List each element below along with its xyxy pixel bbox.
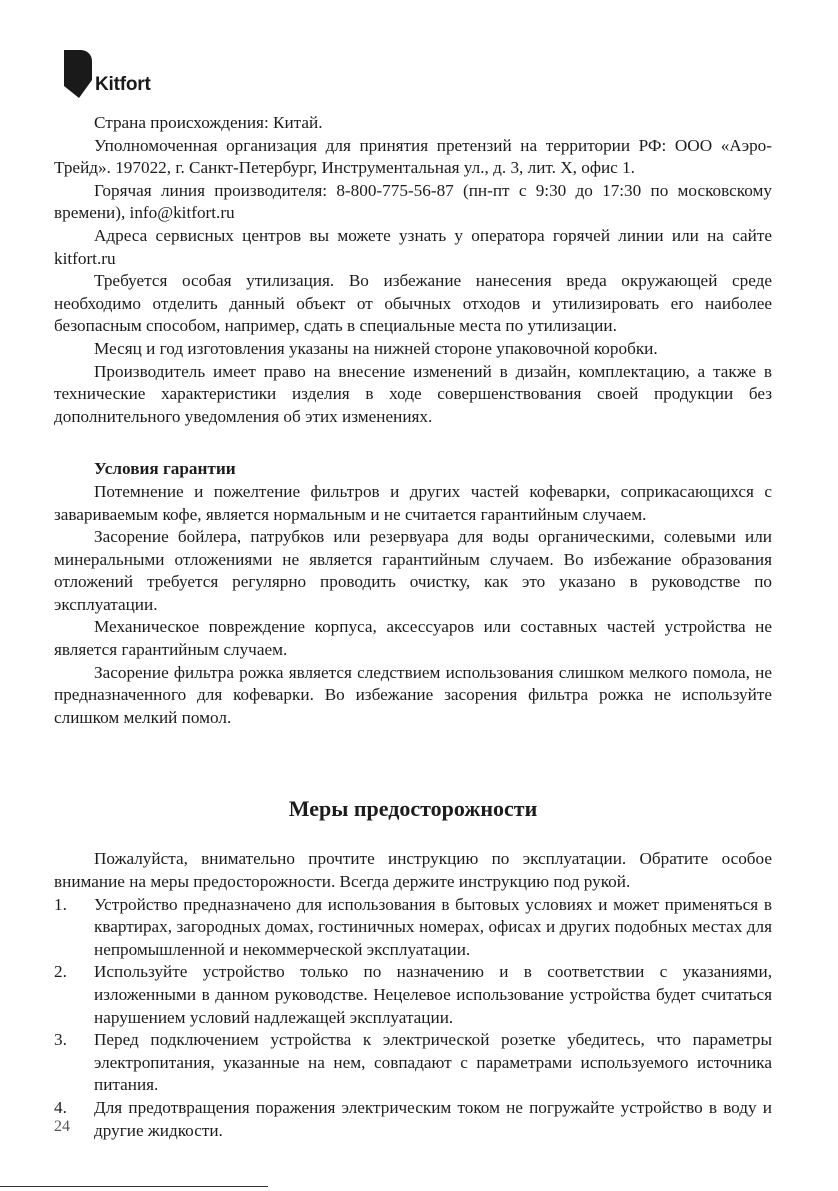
manufacture-date-paragraph: Месяц и год изготовления указаны на нижней стороне упаковочной коробки. xyxy=(94,338,658,358)
precaution-item xyxy=(54,1097,772,1142)
authorized-organization-paragraph: Уполномоченная организация для принятия претензий на территории РФ: ООО «Аэро-Трейд». 197022, г. Санкт-Петербург, Инструментальная ул., д. 3, лит. Х, офис 1. xyxy=(54,135,772,178)
precautions-intro: Пожалуйста, внимательно прочтите инструкцию по эксплуатации. Обратите особое внимание на меры предосторожности. Всегда держите инструкцию под рукой. xyxy=(54,849,772,892)
precaution-item xyxy=(54,961,772,1029)
warranty-paragraph: Механическое повреждение корпуса, аксессуаров или составных частей устройства не является гарантийным случаем. xyxy=(54,617,772,660)
precautions-list xyxy=(54,894,772,1143)
precaution-number: 4. xyxy=(54,1097,67,1117)
precaution-number: 1. xyxy=(54,894,67,914)
hotline-paragraph: Горячая линия производителя: 8-800-775-56-87 (пн-пт с 9:30 до 17:30 по московскому времени), info@kitfort.ru xyxy=(54,180,772,223)
footer-divider xyxy=(0,1186,268,1187)
page-number: 24 xyxy=(54,1118,70,1135)
precaution-text: Перед подключением устройства к электрической розетке убедитесь, что параметры электропитания, указанные на нем, совпадают с параметрами используемого источника питания. xyxy=(94,1030,772,1095)
warranty-paragraph: Засорение фильтра рожка является следствием использования слишком мелкого помола, не предназначенного для кофеварки. Во избежание засорения фильтра рожка не используйте слишком мелкий помол. xyxy=(54,662,772,727)
warranty-heading: Условия гарантии xyxy=(94,459,236,479)
disposal-paragraph: Требуется особая утилизация. Во избежание нанесения вреда окружающей среде необходимо отделить данный объект от обычных отходов и утилизировать его наиболее безопасным способом, например, сдать в специальные места по утилизации. xyxy=(54,271,772,336)
precaution-item xyxy=(54,894,772,962)
warranty-paragraph: Засорение бойлера, патрубков или резервуара для воды органическими, солевыми или минеральными отложениями не является гарантийным случаем. Во избежание образования отложений требуется регулярно проводить очистку, как это указано в руководстве по эксплуатации. xyxy=(54,527,772,614)
precaution-text: Используйте устройство только по назначению и в соответствии с указаниями, изложенными в данном руководстве. Нецелевое использование устройства будет считаться нарушением условий надлежащей эксплуатации. xyxy=(94,962,772,1027)
precaution-item xyxy=(54,1029,772,1097)
design-changes-paragraph: Производитель имеет право на внесение изменений в дизайн, комплектацию, а также в технические характеристики изделия в ходе совершенствования своей продукции без дополнительного уведомления об этих изменениях. xyxy=(54,361,772,426)
precaution-number: 3. xyxy=(54,1030,67,1050)
brand-name: Kitfort xyxy=(95,74,151,95)
origin-paragraph: Страна происхождения: Китай. xyxy=(94,113,323,132)
precaution-number: 2. xyxy=(54,962,67,982)
service-centers-paragraph: Адреса сервисных центров вы можете узнать у оператора горячей линии или на сайте kitfort.ru xyxy=(54,225,772,268)
document-body xyxy=(54,112,772,1142)
precaution-text: Устройство предназначено для использования в бытовых условиях и может применяться в квартирах, загородных домах, гостиничных номерах, офисах и других подобных местах для непромышленной и некоммерческой эксплуатации. xyxy=(94,894,772,959)
warranty-paragraph: Потемнение и пожелтение фильтров и других частей кофеварки, соприкасающихся с завариваемым кофе, является нормальным и не считается гарантийным случаем. xyxy=(54,481,772,524)
precautions-heading: Меры предосторожности xyxy=(288,796,538,822)
precaution-text: Для предотвращения поражения электрическим током не погружайте устройство в воду и другие жидкости. xyxy=(94,1097,772,1140)
brand-logo xyxy=(64,48,151,98)
kitfort-logo-icon xyxy=(64,50,92,98)
